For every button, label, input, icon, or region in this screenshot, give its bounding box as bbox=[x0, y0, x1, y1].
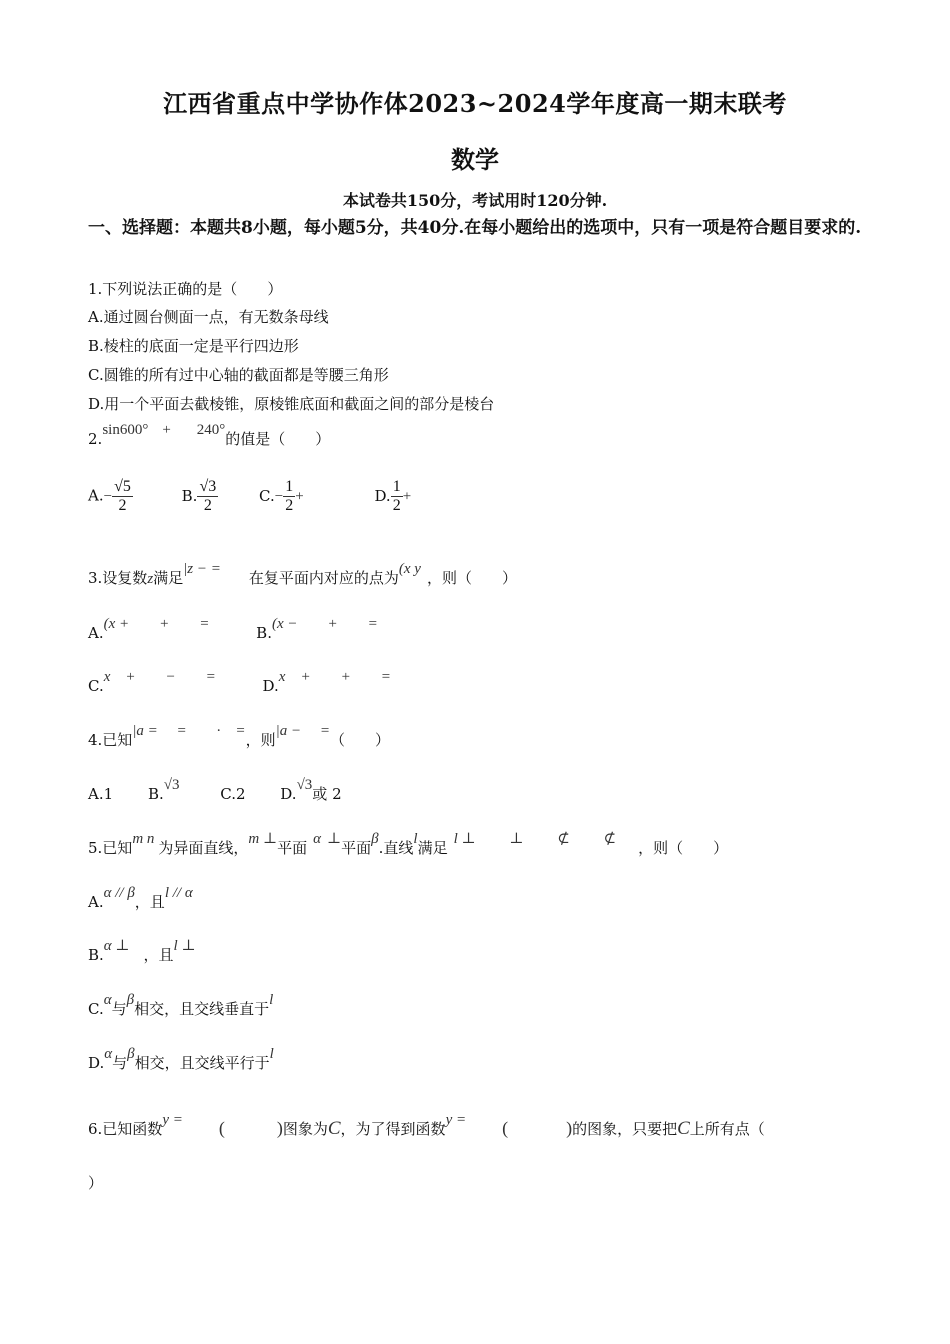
exam-title: 江西省重点中学协作体2023~2024学年度高一期末联考 bbox=[163, 89, 787, 118]
q2-expr1: sin600° bbox=[102, 422, 149, 438]
q1-option-a: A.通过圆台侧面一点，有无数条母线 bbox=[88, 308, 329, 326]
q4-expr: |a − = bbox=[275, 723, 330, 739]
q5-stem: 5.已知m n 为异面直线，m ⊥平面 α ⊥平面β.直线l满足 l ⊥ ⊥ ⊄ ⊄ ，则（ ） bbox=[88, 831, 729, 857]
section-heading: 一、选择题：本题共8小题，每小题5分，共40分.在每小题给出的选项中，只有一项是符合题目要求的. bbox=[88, 218, 862, 238]
q1-option-d: D.用一个平面去截棱锥，原棱锥底面和截面之间的部分是棱台 bbox=[88, 395, 495, 413]
subject-title: 数学 bbox=[451, 145, 499, 174]
q4-stem: 4.已知|a = = · =，则|a − =（ ） bbox=[88, 723, 390, 749]
q3-stem: 3.设复数z满足|z − = 在复平面内对应的点为(x y ，则（ ） bbox=[88, 561, 517, 587]
q3-abs-condition: |z − = bbox=[183, 561, 221, 577]
q1-option-b: B.棱柱的底面一定是平行四边形 bbox=[88, 337, 299, 355]
q4-options: A.1 B.√3 C.2 D.√3或 2 bbox=[88, 777, 342, 803]
q5-option-b: B.α ⊥ ，且l ⊥ bbox=[88, 938, 196, 964]
q2-options: A.− $\frac{√5}{2}$ B. $\frac{√3}{2}$ C.− $\frac{1}{2}$ + D. $\frac{1}{2}$ + bbox=[88, 478, 412, 514]
q2-a-fraction: $\frac{√5}{2}$ bbox=[114, 478, 131, 514]
q3-d-expr: x + + = bbox=[278, 669, 391, 685]
q2-expr2: 240° bbox=[196, 422, 226, 438]
q3-b-expr: (x − + = bbox=[271, 616, 378, 632]
q6-stem: 6.已知函数y = ( )图象为C，为了得到函数y = ( )的图象，只要把C上所有点（ bbox=[88, 1112, 765, 1139]
q4-condition: |a = = · = bbox=[132, 723, 246, 739]
q1-stem: 1.下列说法正确的是（ ） bbox=[88, 280, 283, 298]
q3-c-expr: x + − = bbox=[103, 669, 216, 685]
q6-stem-close: ） bbox=[88, 1174, 104, 1192]
q3-options-ab: A.(x + + = B.(x − + = bbox=[88, 616, 378, 642]
q3-point: (x y bbox=[398, 561, 421, 577]
exam-info: 本试卷共150分，考试用时120分钟. bbox=[342, 191, 608, 210]
q3-a-expr: (x + + = bbox=[103, 616, 210, 632]
q5-condition: l ⊥ ⊥ ⊄ ⊄ bbox=[453, 831, 617, 847]
q1-option-c: C.圆锥的所有过中心轴的截面都是等腰三角形 bbox=[88, 366, 389, 384]
q5-option-d: D.α与β相交，且交线平行于l bbox=[88, 1046, 274, 1072]
q2-b-fraction: $\frac{√3}{2}$ bbox=[199, 478, 217, 514]
q5-option-c: C.α与β相交，且交线垂直于l bbox=[88, 992, 274, 1018]
q3-options-cd: C.x + − = D.x + + = bbox=[88, 669, 391, 695]
q5-option-a: A.α // β，且l // α bbox=[88, 885, 193, 911]
q2-stem: 2.sin600° + 240°的值是（ ） bbox=[88, 422, 331, 448]
q2-c-fraction: $\frac{1}{2}$ bbox=[285, 478, 294, 514]
q2-d-fraction: $\frac{1}{2}$ bbox=[392, 478, 401, 514]
